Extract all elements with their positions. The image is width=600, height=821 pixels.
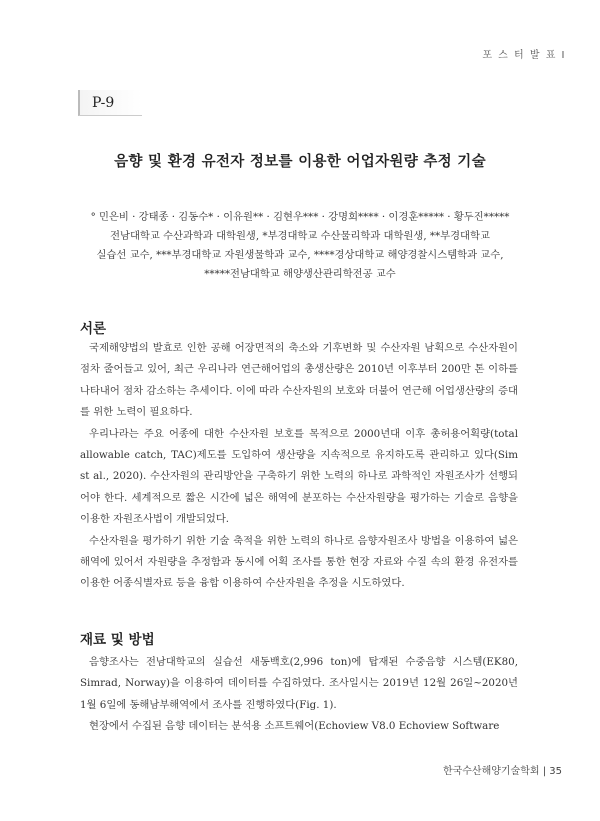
author-names: ° 민은비 · 강태종 · 김동수* · 이유원** · 김현우*** · 강명희**** · 이경훈***** · 황두진*****: [90, 211, 510, 223]
author-block: [40, 208, 560, 284]
poster-id-badge: P-9: [78, 90, 142, 116]
affiliation-line-1: 전남대학교 수산과학과 대학원생, *부경대학교 수산물리학과 대학원생, **부경대학교: [110, 230, 490, 242]
methods-paragraph: 음향조사는 전남대학교의 실습선 새동백호(2,996 ton)에 탑재된 수중음향 시스템(EK80, Simrad, Norway)을 이용하여 데이터를 수집하였다. 조사일시는 2019년 12월 26일~2020년 1월 6일에 동해남부해역에서 조사를 진행하였다(Fig. 1).: [80, 656, 518, 711]
affiliation-line-3: *****전남대학교 해양생산관리학전공 교수: [204, 268, 396, 280]
intro-body: [80, 338, 518, 595]
section-heading-intro: 서론: [80, 321, 107, 337]
affiliation-line-2: 실습선 교수, ***부경대학교 자원생물학과 교수, ****경상대학교 해양경찰시스템학과 교수,: [96, 249, 504, 261]
intro-paragraph: 수산자원을 평가하기 위한 기술 축적을 위한 노력의 하나로 음향자원조사 방법을 이용하여 넓은 해역에 있어서 자원량을 추정함과 동시에 어획 조사를 통한 현장 자료와 수질 속의 환경 유전자를 이용한 어종식별자료 등을 융합 이용하여 수산자원을 추정을 시도하였다.: [80, 534, 518, 590]
methods-body: [80, 652, 518, 738]
intro-paragraph: 국제해양법의 발효로 인한 공해 어장면적의 축소와 기후변화 및 수산자원 남획으로 수산자원이 점차 줄어들고 있어, 최근 우리나라 연근해어업의 총생산량은 2010년 이후부터 200만 톤 이하를 나타내어 점차 감소하는 추세이다. 이에 따라 수산자원의 보호와 더불어 연근해 어업생산량의 증대를 위한 노력이 필요하다.: [80, 342, 518, 419]
paper-title: 음향 및 환경 유전자 정보를 이용한 어업자원량 추정 기술: [114, 153, 486, 170]
methods-paragraph: 현장에서 수집된 음향 데이터는 분석용 소프트웨어(Echoview V8.0 Echoview Software: [89, 720, 500, 733]
section-heading-methods: 재료 및 방법: [80, 632, 155, 648]
running-header: 포 스 터 발 표 I: [482, 50, 566, 61]
page-footer: 한국수산해양기술학회 | 35: [442, 766, 562, 777]
intro-paragraph: 우리나라는 주요 어종에 대한 수산자원 보호를 목적으로 2000년대 이후 총허용어획량(total allowable catch, TAC)제도를 도입하여 생산량을 지속적으로 유지하도록 관리하고 있다(Sim st al., 2020). 수산자원의 관리방안을 구축하기 위한 노력의 하나로 과학적인 자원조사가 선행되어야 한다. 세계적으로 짧은 시간에 넓은 해역에 분포하는 수산자원량을 평가하는 기술로 음향을 이용한 자원조사법이 개발되었다.: [80, 427, 518, 526]
